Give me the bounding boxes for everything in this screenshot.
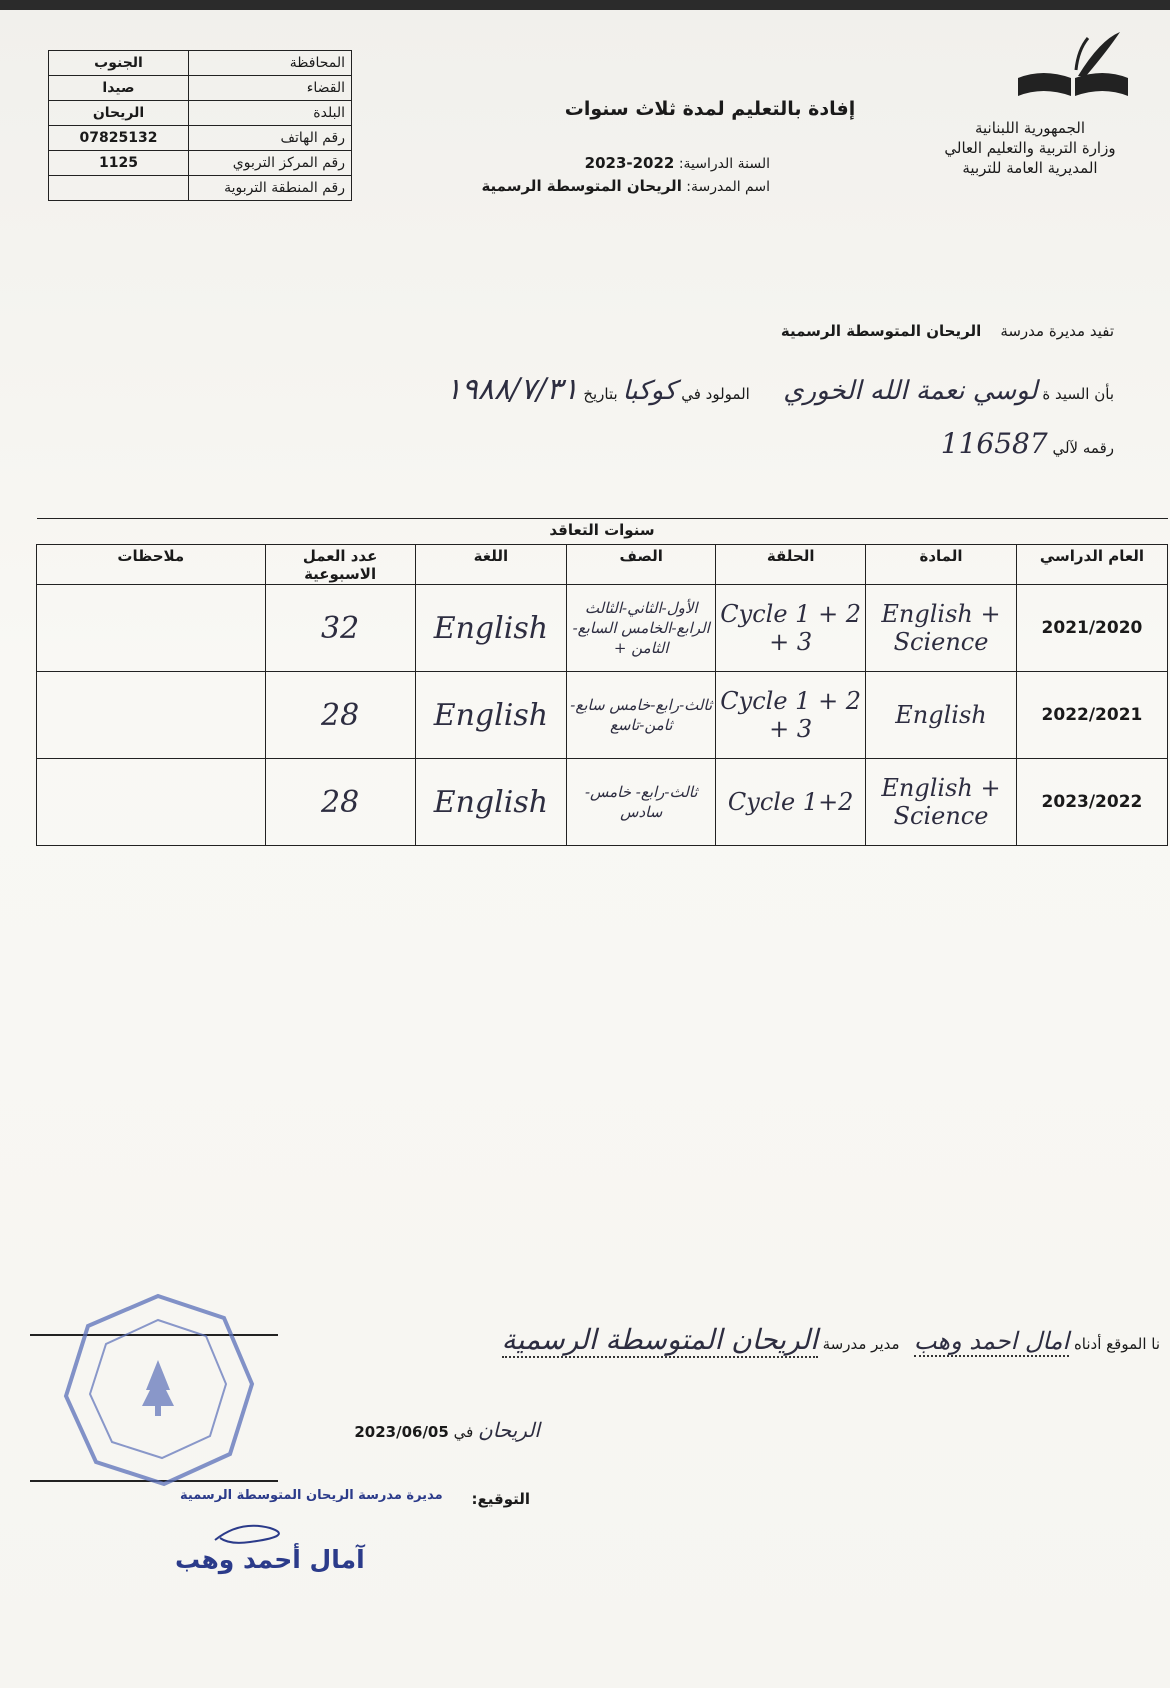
contract-years-table [36,518,1168,846]
school-label: اسم المدرسة: [686,179,770,195]
signed-name: امال احمد وهب [913,1327,1070,1355]
cell-language: English [415,672,567,759]
official-seal [58,1290,258,1490]
group-header: سنوات التعاقد [37,519,1168,545]
cell-hours: 32 [265,585,415,672]
place-name: الريحان [478,1418,540,1442]
cell-notes [37,672,266,759]
signature-label: التوقيع: [471,1490,530,1508]
school-meta [470,152,770,198]
ministry-text: وزارة التربية والتعليم العالي [944,139,1116,157]
ministry-heading [920,118,1140,178]
info-label: رقم المنطقة التربوية [189,176,352,201]
stamp-name: آمال أحمد وهب [175,1545,365,1574]
director-school: الريحان المتوسطة الرسمية [501,1323,818,1356]
directorate-text: المديرية العامة للتربية [962,159,1098,177]
table-row [37,759,1168,846]
intro-school: الريحان المتوسطة الرسمية [780,322,982,340]
born-in-value: كوكبا [622,376,677,406]
location-info-box [48,50,352,201]
intro-prefix: تفيد مديرة مدرسة [1000,322,1114,340]
stamp-title: مديرة مدرسة الريحان المتوسطة الرسمية [180,1488,443,1503]
cell-grade: ثالث-رابع- خامس-سادس [567,759,716,846]
info-value: 07825132 [49,126,189,151]
cell-subject: English + Science [866,759,1017,846]
info-value: 1125 [49,151,189,176]
signed-prefix: نا الموقع أدناه [1073,1335,1160,1353]
cell-language: English [415,585,567,672]
year-label: السنة الدراسية: [678,156,770,172]
info-label: رقم الهاتف [189,126,352,151]
intro-line [514,322,1114,340]
info-row [49,126,352,151]
column-header: ملاحظات [37,545,266,585]
info-label: القضاء [189,76,352,101]
cell-cycle: Cycle 1+2 [716,759,866,846]
column-header: المادة [866,545,1017,585]
info-row [49,101,352,126]
cell-subject: English + Science [866,585,1017,672]
info-value: صيدا [49,76,189,101]
person-name: لوسي نعمة الله الخوري [783,376,1038,406]
info-value: الريحان [49,101,189,126]
info-value [49,176,189,201]
cell-subject: English [866,672,1017,759]
scan-edge [0,0,1170,10]
date-label: بتاريخ [583,385,618,403]
table-row [37,672,1168,759]
cell-year: 2021/2020 [1016,585,1167,672]
handwritten-signature [210,1518,300,1548]
column-header: العام الدراسي [1016,545,1167,585]
id-line [714,424,1114,468]
cell-cycle: Cycle 1 + 2 + 3 [716,672,866,759]
year-value: 2022-2023 [584,154,675,172]
info-value: الجنوب [49,51,189,76]
cell-year: 2022/2021 [1016,672,1167,759]
person-prefix: بأن السيد ة [1042,385,1114,403]
in-label: في [453,1423,474,1441]
republic-text: الجمهورية اللبنانية [974,119,1086,137]
cell-notes [37,759,266,846]
born-in-label: المولود في [681,385,750,403]
info-row [49,151,352,176]
document-title: إفادة بالتعليم لمدة ثلاث سنوات [564,98,856,120]
info-row [49,76,352,101]
birth-date: ١٩٨٨/٧/٣١ [445,372,579,407]
issue-date: 2023/06/05 [354,1423,449,1441]
cell-hours: 28 [265,759,415,846]
cell-hours: 28 [265,672,415,759]
info-label: المحافظة [189,51,352,76]
column-header: الصف [567,545,716,585]
place-date-line [330,1410,540,1452]
cell-notes [37,585,266,672]
column-header: اللغة [415,545,567,585]
school-value: الريحان المتوسطة الرسمية [481,177,682,195]
info-label: رقم المركز التربوي [189,151,352,176]
id-label: رقمه لآلي [1052,439,1114,457]
column-header: عدد العمل الاسبوعية [265,545,415,585]
info-label: البلدة [189,101,352,126]
id-value: 116587 [940,427,1048,460]
cell-year: 2023/2022 [1016,759,1167,846]
cell-grade: ثالث-رابع-خامس سابع-ثامن-تاسع [567,672,716,759]
person-line [154,370,1114,414]
info-row [49,51,352,76]
cell-cycle: Cycle 1 + 2 + 3 [716,585,866,672]
info-row [49,176,352,201]
cell-grade: الأول-الثاني-الثالث الرابع-الخامس السابع-الثامن + [567,585,716,672]
table-row [37,585,1168,672]
director-label: مدير مدرسة [822,1335,900,1353]
ministry-logo [1008,30,1138,110]
column-header: الحلقة [716,545,866,585]
cell-language: English [415,759,567,846]
